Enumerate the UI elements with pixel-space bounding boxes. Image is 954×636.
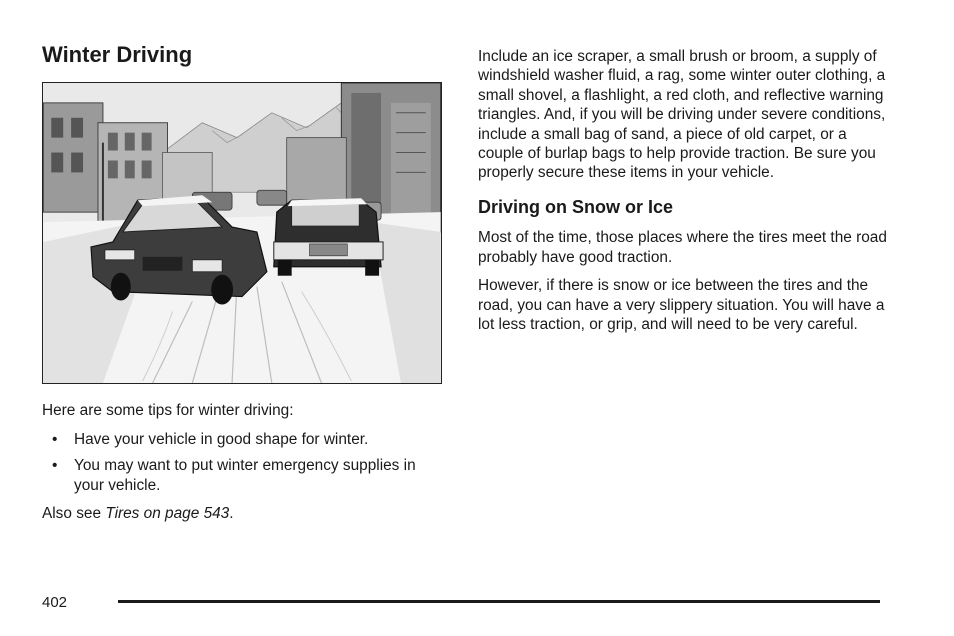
tires-page-reference-link[interactable]: Tires on page 543 bbox=[105, 505, 230, 523]
list-item: • Have your vehicle in good shape for winter. bbox=[52, 430, 369, 448]
left-column bbox=[42, 42, 446, 532]
also-see-text: Also see Tires on page 543. bbox=[42, 505, 234, 523]
tips-list bbox=[42, 430, 446, 495]
section-heading: Winter Driving bbox=[42, 42, 193, 67]
slippery-paragraph: However, if there is snow or ice between the tires and the road, you can have a very slippery situation. You will have a lot less traction, or grip, and will need to be very careful. bbox=[478, 277, 885, 334]
list-item: • You may want to put winter emergency supplies in your vehicle. bbox=[52, 457, 416, 494]
winter-street-illustration bbox=[42, 82, 442, 384]
intro-text: Here are some tips for winter driving: bbox=[42, 402, 294, 420]
traction-paragraph: Most of the time, those places where the tires meet the road probably have good traction. bbox=[478, 229, 887, 266]
bullet-icon: • bbox=[52, 430, 58, 448]
right-column bbox=[478, 47, 888, 343]
subsection-heading: Driving on Snow or Ice bbox=[478, 196, 674, 217]
footer-divider bbox=[118, 600, 880, 603]
supplies-paragraph: Include an ice scraper, a small brush or broom, a supply of windshield washer fluid, a rag, some winter outer clothing, a small shovel, a flashlight, a red cloth, and reflective warning triangles. And, if you will be driving under severe conditions, include a small bag of sand, a piece of old carpet, or a couple of burlap bags to help provide traction. Be sure you properly secure these items in your vehicle. bbox=[478, 48, 886, 182]
page-number: 402 bbox=[42, 594, 68, 611]
bullet-icon: • bbox=[52, 457, 58, 475]
